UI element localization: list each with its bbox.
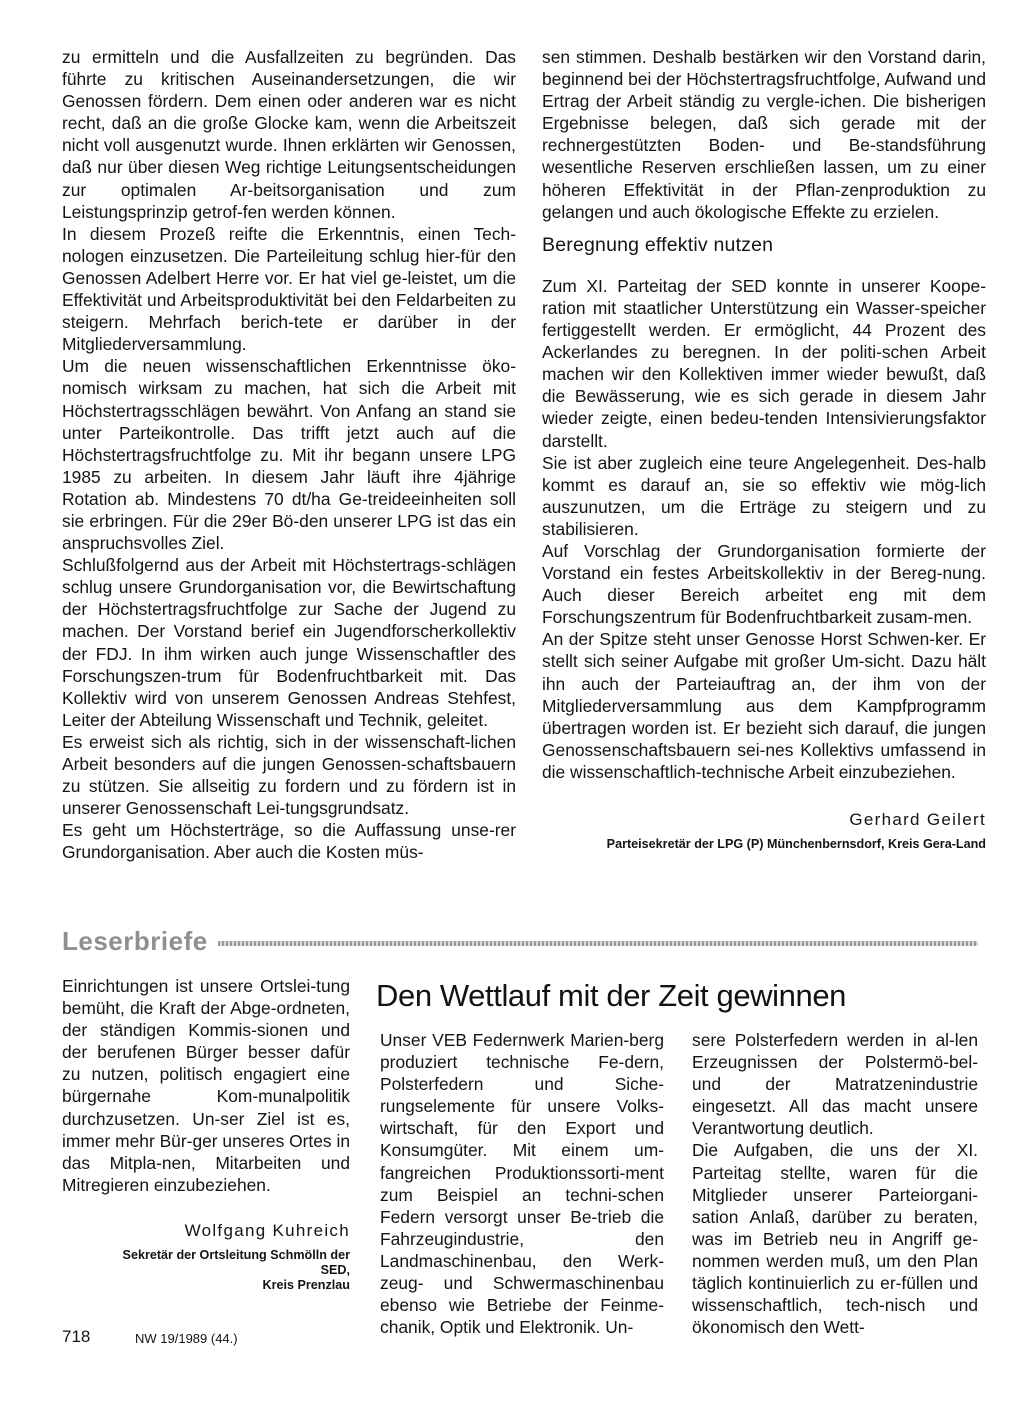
- section-divider: [218, 941, 978, 946]
- subheading: Beregnung effektiv nutzen: [542, 233, 774, 256]
- lower-column-b: [692, 1029, 978, 1338]
- upper-right-column: [542, 46, 986, 852]
- paragraph: Es geht um Höchsterträge, so die Auffassung unse-rer Grundorganisation. Aber auch die Kosten müs-: [62, 820, 516, 863]
- paragraph: Zum XI. Parteitag der SED konnte in unserer Koope-ration mit staatlicher Unterstützung ein Wasser-speicher fertiggestellt werden. Er ermöglicht, 44 Prozent des Ackerlandes zu beregnen. In der politi-schen Arbeit machen wir den Kollektiven immer wieder bewußt, daß die Bewässerung, wie es sich gerade in diesem Jahr wieder zeigte, einen bedeu-tenden Intensivierungsfaktor darstellt.: [542, 275, 986, 451]
- author-role-line: SED,: [320, 1263, 350, 1278]
- paragraph: sere Polsterfedern werden in al-len Erzeugnissen der Polstermö-bel- und der Matratzenindustrie eingesetzt. All das macht unsere Verantwortung deutlich.: [692, 1030, 978, 1139]
- author-name: Gerhard Geilert: [849, 810, 986, 829]
- paragraph: Schlußfolgernd aus der Arbeit mit Höchstertrags-schlägen schlug unsere Grundorganisation vor, die Bewirtschaftung der Höchstertragsfruchtfolge zur Sache der Jugend zu machen. Der Vorstand berief ein Jugendforscherkollektiv der FDJ. In ihm wirken auch junge Wissenschaftler des Forschungszen-trum für Bodenfruchtbarkeit mit. Das Kollektiv wird von unserem Genossen Andreas Stehfest, Leiter der Abteilung Wissenschaft und Technik, geleitet.: [62, 555, 516, 730]
- author-role: [62, 1248, 350, 1293]
- upper-left-column: [62, 46, 516, 863]
- lower-column-a: [380, 1029, 664, 1338]
- author-role-line: Kreis Prenzlau: [262, 1278, 350, 1293]
- author-role: Parteisekretär der LPG (P) Münchenbernsdorf, Kreis Gera-Land: [606, 837, 986, 852]
- paragraph: zu ermitteln und die Ausfallzeiten zu begründen. Das führte zu kritischen Auseinandersetzungen, die wir Genossen fördern. Dem einen oder anderen war es nicht recht, daß an die große Glocke kam, wenn die Arbeitszeit nicht voll ausgenutzt wurde. Ihnen erklärten wir Genossen, daß nur über diesen Weg richtige Leitungsentscheidungen zur optimalen Ar-beitsorganisation und zum Leistungsprinzip getrof-fen werden können.: [62, 47, 516, 222]
- paragraph: Um die neuen wissenschaftlichen Erkenntnisse öko-nomisch wirksam zu machen, hat sich die Arbeit mit Höchstertragsschlägen bewährt. Von Anfang an stand sie unter Parteikontrolle. Das trifft jetzt auch auf die Höchstertragsfruchtfolge zu. Mit ihr begann unsere LPG 1985 zu arbeiten. In diesem Jahr läuft ihre 4jährige Rotation ab. Mindestens 70 dt/ha Ge-treideeinheiten soll sie erbringen. Für die 29er Bö-den unserer LPG ist das ein anspruchsvolles Ziel.: [62, 356, 516, 554]
- paragraph: Einrichtungen ist unsere Ortslei-tung bemüht, die Kraft der Abge-ordneten, der ständigen Kommis-sionen und der berufenen Bürger besser dafür zu nutzen, politisch engagiert eine bürgernahe Kom-munalpolitik durchzusetzen. Un-ser Ziel ist es, immer mehr Bür-ger unseres Ortes in das Mitpla-nen, Mitarbeiten und Mitregieren einzubeziehen.: [62, 976, 350, 1195]
- paragraph: Unser VEB Federnwerk Marien-berg produziert technische Fe-dern, Polsterfedern und Siche-rungselemente für unsere Volks-wirtschaft, für den Export und Konsumgüter. Mit einem um-fangreichen Produktionssorti-ment zum Beispiel an techni-schen Federn versorgt unser Be-trieb die Fahrzeugindustrie, den Landmaschinenbau, den Werk-zeug- und Schwermaschinenbau ebenso wie Betriebe der Feinme-chanik, Optik und Elektronik. Un-: [380, 1030, 664, 1338]
- section-label: Leserbriefe: [62, 926, 208, 956]
- author-role-line: Sekretär der Ortsleitung Schmölln der: [122, 1248, 350, 1263]
- author-name: Wolfgang Kuhreich: [184, 1220, 350, 1240]
- article-headline: Den Wettlauf mit der Zeit gewinnen: [376, 978, 847, 1013]
- paragraph: Auf Vorschlag der Grundorganisation formierte der Vorstand ein festes Arbeitskollektiv in der Bereg-nung. Auch dieser Bereich arbeitet eng mit dem Forschungszentrum für Bodenfruchtbarkeit zusam-men.: [542, 540, 986, 628]
- paragraph: An der Spitze steht unser Genosse Horst Schwen-ker. Er stellt sich seiner Aufgabe mit großer Um-sicht. Dazu hält ihn auch der Parteiauftrag an, der ihm von der Mitgliederversammlung aus dem Kampfprogramm übertragen worden ist. Er bezieht sich darauf, die jungen Genossenschaftsbauern sei-nes Kollektivs umfassend in die wissenschaftlich-technische Arbeit einzubeziehen.: [542, 629, 986, 782]
- paragraph: sen stimmen. Deshalb bestärken wir den Vorstand darin, beginnend bei der Höchstertragsfruchtfolge, Aufwand und Ertrag der Arbeit ständig zu vergle-ichen. Die bisherigen Ergebnisse belegen, daß sich gerade mit der rechnergestützten Boden- und Be-standsführung wesentliche Reserven erschließen lassen, um zu einer höheren Effektivität in der Pflan-zenproduktion zu gelangen und auch ökologische Effekte zu erzielen.: [542, 47, 986, 222]
- letter-left-column: [62, 975, 350, 1293]
- paragraph: Es erweist sich als richtig, sich in der wissenschaft-lichen Arbeit besonders auf die jungen Genossen-schaftsbauern zu stützen. Sie allseitig zu fordern und zu fördern ist in unserer Genossenschaft Lei-tungsgrundsatz.: [62, 731, 516, 819]
- paragraph: Die Aufgaben, die uns der XI. Parteitag stellte, waren für die Mitglieder unserer Parteiorgani-sation Anlaß, darüber zu beraten, was im Betrieb neu in Angriff ge-nommen werden muß, um den Plan täglich kontinuierlich zu er-füllen und wissenschaftlich, tech-nisch und ökonomisch den Wett-: [692, 1140, 978, 1338]
- page-number: 718: [62, 1327, 91, 1346]
- issue-label: NW 19/1989 (44.): [135, 1331, 238, 1346]
- paragraph: In diesem Prozeß reifte die Erkenntnis, einen Tech-nologen einzusetzen. Die Parteileitung schlug hier-für den Genossen Adelbert Herre vor. Er hat viel ge-leistet, um die Effektivität und Arbeitsproduktivität bei den Feldarbeiten zu steigern. Mehrfach berich-tete er darüber in der Mitgliederversammlung.: [62, 223, 516, 355]
- paragraph: Sie ist aber zugleich eine teure Angelegenheit. Des-halb kommt es darauf an, sie so effektiv wie mög-lich auszunutzen, um die Erträge zu steigern und zu stabilisieren.: [542, 452, 986, 539]
